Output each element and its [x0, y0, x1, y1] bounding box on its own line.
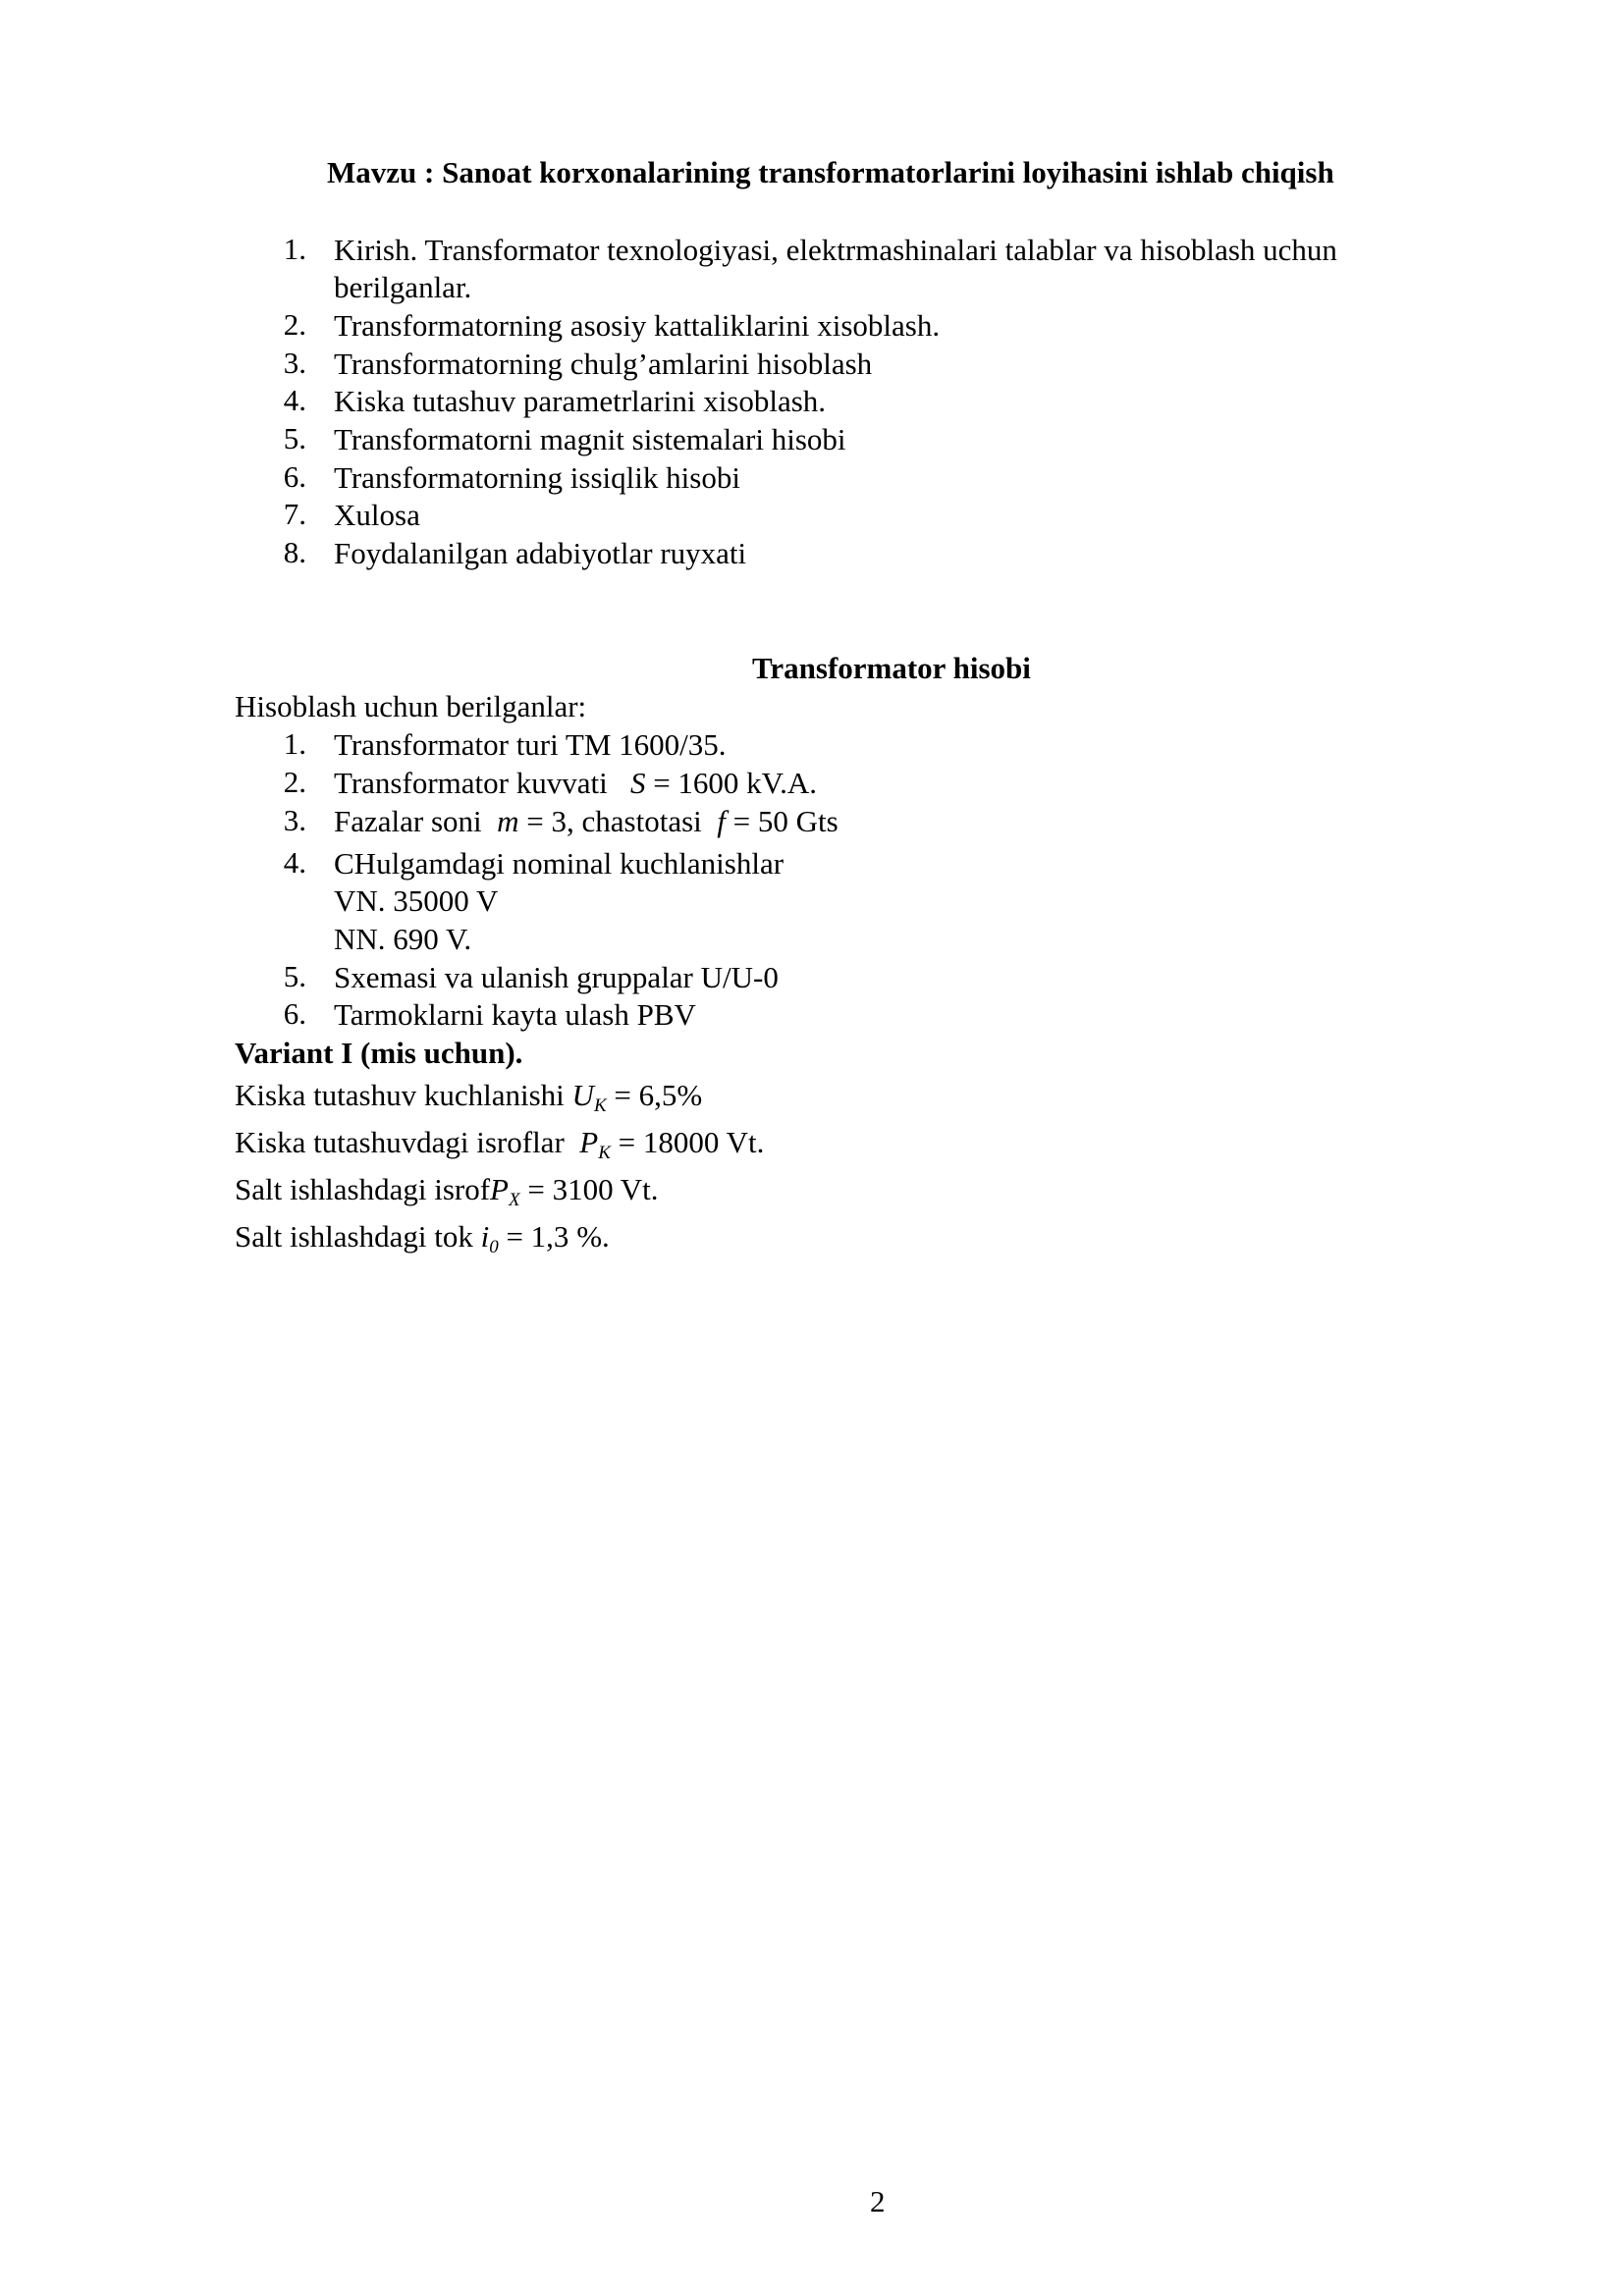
given-item-number: 3. [283, 803, 306, 837]
param-unit: Vt. [620, 1172, 659, 1206]
given-item-text: Tarmoklarni kayta ulash PBV [334, 997, 696, 1032]
toc-item-number: 8. [283, 535, 306, 569]
given-item-number: 1. [283, 726, 306, 761]
power-unit: kV.A. [746, 766, 817, 800]
phase-label: Fazalar soni [334, 804, 482, 838]
phase-symbol: m [497, 804, 519, 838]
toc-item-text: Foydalanilgan adabiyotlar ruyxati [334, 536, 747, 570]
param-symbol: P [579, 1125, 599, 1159]
frequency-label: , chastotasi [567, 804, 702, 838]
param-subscript: K [593, 1095, 607, 1116]
toc-item-number: 7. [283, 497, 306, 531]
power-value: = 1600 [653, 766, 739, 800]
toc-item-text-cont: berilganlar. [334, 270, 472, 304]
page-number: 2 [870, 2184, 886, 2218]
toc-item-number: 3. [283, 346, 306, 380]
toc-item-text: Kiska tutashuv parametrlarini xisoblash. [334, 384, 827, 418]
section-title: Transformator hisobi [752, 651, 1031, 685]
given-intro: Hisoblash uchun berilganlar: [235, 689, 587, 723]
param-value: = 6,5 [614, 1078, 677, 1112]
param-subscript: X [508, 1190, 520, 1210]
param-value: = 3100 [527, 1172, 614, 1206]
toc-item-text: Transformatorning chulg’amlarini hisoblash [334, 347, 873, 381]
toc-item-number: 4. [283, 383, 306, 417]
param-symbol: i [480, 1219, 490, 1254]
given-item-number: 2. [283, 765, 306, 799]
param-label: Kiska tutashuvdagi isroflar [235, 1125, 565, 1159]
param-subscript: 0 [489, 1237, 499, 1257]
param-short-circuit-losses [235, 1124, 764, 1172]
param-label: Kiska tutashuv kuchlanishi [235, 1078, 565, 1112]
toc-item-text: Xulosa [334, 498, 420, 532]
param-no-load-current [235, 1218, 610, 1266]
param-unit: Vt. [726, 1125, 765, 1159]
toc-item-number: 6. [283, 459, 306, 494]
param-value: = 18000 [618, 1125, 720, 1159]
topic-title: Mavzu : Sanoat korxonalarining transformatorlarini loyihasini ishlab chiqish [327, 155, 1334, 189]
param-subscript: K [598, 1143, 611, 1163]
param-no-load-loss [235, 1171, 659, 1219]
toc-item-text: Transformatorning asosiy kattaliklarini xisoblash. [334, 308, 941, 343]
param-value: = 1,3 [506, 1219, 569, 1254]
given-item-text [334, 765, 817, 802]
param-unit: %. [576, 1219, 610, 1254]
param-label: Salt ishlashdagi tok [235, 1219, 473, 1254]
toc-item-number: 1. [283, 232, 306, 266]
param-short-circuit-voltage [235, 1077, 702, 1125]
given-item-text: Transformator turi TM 1600/35. [334, 727, 727, 762]
power-symbol: S [629, 766, 646, 800]
frequency-symbol: f [717, 804, 726, 838]
toc-item-text: Transformatorning issiqlik hisobi [334, 460, 740, 495]
frequency-value: = 50 [732, 804, 788, 838]
param-unit: % [677, 1078, 703, 1112]
phase-value: = 3 [526, 804, 568, 838]
given-item-number: 6. [283, 996, 306, 1031]
voltage-lv: NN. 690 V. [334, 922, 472, 956]
power-label: Transformator kuvvati [334, 766, 608, 800]
toc-item-text: Transformatorni magnit sistemalari hisobi [334, 422, 846, 456]
toc-item-text: Kirish. Transformator texnologiyasi, elektrmashinalari talablar va hisoblash uchun [334, 233, 1337, 267]
param-symbol: P [490, 1172, 509, 1206]
param-label: Salt ishlashdagi isrof [235, 1172, 491, 1206]
given-item-text [334, 803, 839, 840]
given-item-text: Sxemasi va ulanish gruppalar U/U-0 [334, 960, 779, 994]
toc-item-number: 5. [283, 421, 306, 455]
frequency-unit: Gts [795, 804, 839, 838]
given-item-number: 4. [283, 845, 306, 880]
voltage-hv: VN. 35000 V [334, 883, 499, 918]
given-item-text: CHulgamdagi nominal kuchlanishlar [334, 846, 785, 881]
param-symbol: U [571, 1078, 594, 1112]
toc-item-number: 2. [283, 307, 306, 342]
variant-title: Variant I (mis uchun). [235, 1036, 523, 1070]
given-item-number: 5. [283, 959, 306, 993]
